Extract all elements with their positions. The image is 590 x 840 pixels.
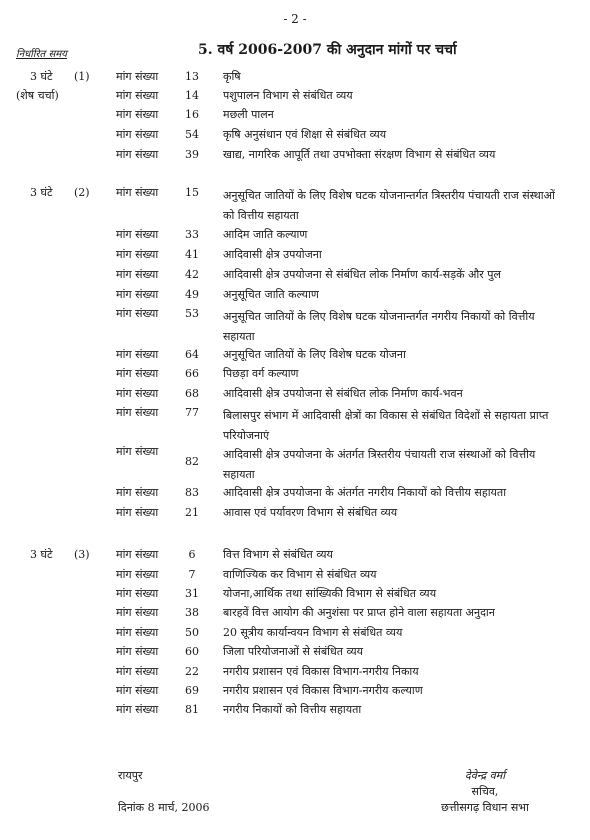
demand-description: अनुसूचित जातियों के लिए विशेष घटक योजनान्तर्गत नगरीय निकायों को वित्तीय सहायता bbox=[223, 310, 535, 343]
demand-number: 41 bbox=[185, 248, 199, 261]
demand-number: 50 bbox=[185, 626, 199, 639]
demand-number: 81 bbox=[185, 703, 199, 716]
demand-number: 22 bbox=[185, 665, 199, 678]
demand-description: अनुसूचित जातियों के लिए विशेष घटक योजना bbox=[223, 348, 406, 361]
demand-label: मांग संख्या bbox=[116, 70, 159, 83]
demand-number: 13 bbox=[185, 70, 199, 83]
demand-number: 64 bbox=[185, 348, 199, 361]
demand-number: 69 bbox=[185, 684, 199, 697]
demand-label: मांग संख्या bbox=[116, 486, 159, 499]
demand-label: मांग संख्या bbox=[116, 307, 159, 320]
demand-description: वित्त विभाग से संबंधित व्यय bbox=[223, 548, 333, 561]
demand-description: आदिवासी क्षेत्र उपयोजना से संबंधित लोक निर्माण कार्य-भवन bbox=[223, 387, 463, 400]
demand-number: 66 bbox=[185, 367, 199, 380]
demand-label: मांग संख्या bbox=[116, 148, 159, 161]
demand-description: नगरीय प्रशासन एवं विकास विभाग-नगरीय कल्याण bbox=[223, 684, 423, 697]
demand-label: मांग संख्या bbox=[116, 89, 159, 102]
demand-description: वाणिज्यिक कर विभाग से संबंधित व्यय bbox=[223, 568, 377, 581]
demand-label: मांग संख्या bbox=[116, 268, 159, 281]
demand-description: पशुपालन विभाग से संबंधित व्यय bbox=[223, 89, 353, 102]
demand-number: 38 bbox=[185, 606, 199, 619]
demand-label: मांग संख्या bbox=[116, 665, 159, 678]
demand-number: 60 bbox=[185, 645, 199, 658]
time-heading: निर्धारित समय bbox=[16, 49, 67, 60]
demand-description: आदिवासी क्षेत्र उपयोजना bbox=[223, 248, 322, 261]
office-name: छत्तीसगढ़ विधान सभा bbox=[441, 801, 529, 814]
group-number: (1) bbox=[74, 70, 90, 83]
demand-label: मांग संख्या bbox=[116, 587, 159, 600]
group-time: 3 घंटे bbox=[30, 186, 53, 199]
demand-label: मांग संख्या bbox=[116, 288, 159, 301]
footer-place: रायपुर bbox=[118, 769, 143, 782]
demand-label: मांग संख्या bbox=[116, 248, 159, 261]
demand-description: बारहवें वित्त आयोग की अनुशंसा पर प्राप्त होने वाला सहायता अनुदान bbox=[223, 606, 495, 619]
demand-number: 42 bbox=[185, 268, 199, 281]
demand-description: कृषि bbox=[223, 70, 241, 83]
demand-label: मांग संख्या bbox=[116, 228, 159, 241]
demand-description: 20 सूत्रीय कार्यान्वयन विभाग से संबंधित व्यय bbox=[223, 626, 403, 639]
demand-label: मांग संख्या bbox=[116, 684, 159, 697]
group-number: (3) bbox=[74, 548, 90, 561]
demand-label: मांग संख्या bbox=[116, 186, 159, 199]
demand-label: मांग संख्या bbox=[116, 367, 159, 380]
demand-description: मछली पालन bbox=[223, 108, 274, 121]
demand-description: आदिवासी क्षेत्र उपयोजना से संबंधित लोक निर्माण कार्य-सड़कें और पुल bbox=[223, 268, 501, 281]
demand-description: नगरीय प्रशासन एवं विकास विभाग-नगरीय निकाय bbox=[223, 665, 419, 678]
demand-label: मांग संख्या bbox=[116, 108, 159, 121]
demand-description: आदिवासी क्षेत्र उपयोजना के अंतर्गत त्रिस्तरीय पंचायती राज संस्थाओं को वित्तीय सहायता bbox=[223, 448, 536, 481]
demand-description: नगरीय निकायों को वित्तीय सहायता bbox=[223, 703, 362, 716]
group-remark: (शेष चर्चा) bbox=[16, 89, 59, 102]
demand-number: 68 bbox=[185, 387, 199, 400]
demand-number: 82 bbox=[185, 455, 199, 468]
demand-label: मांग संख्या bbox=[116, 626, 159, 639]
demand-number: 53 bbox=[185, 307, 199, 320]
demand-description: कृषि अनुसंधान एवं शिक्षा से संबंधित व्यय bbox=[223, 128, 387, 141]
group-time: 3 घंटे bbox=[30, 548, 53, 561]
demand-description: पिछड़ा वर्ग कल्याण bbox=[223, 367, 299, 380]
demand-label: मांग संख्या bbox=[116, 445, 159, 458]
demand-label: मांग संख्या bbox=[116, 128, 159, 141]
demand-label: मांग संख्या bbox=[116, 548, 159, 561]
demand-description: बिलासपुर संभाग में आदिवासी क्षेत्रों का विकास से संबंधित विदेशों से सहायता प्राप्त परियोजनाएं bbox=[223, 409, 549, 442]
demand-number: 7 bbox=[188, 568, 196, 581]
signature: देवेन्द्र वर्मा bbox=[464, 769, 506, 782]
demand-number: 39 bbox=[185, 148, 199, 161]
page-number: - 2 - bbox=[283, 12, 307, 26]
demand-description: अनुसूचित जाति कल्याण bbox=[223, 288, 319, 301]
demand-label: मांग संख्या bbox=[116, 387, 159, 400]
demand-number: 14 bbox=[185, 89, 199, 102]
demand-number: 77 bbox=[185, 406, 199, 419]
demand-number: 31 bbox=[185, 587, 199, 600]
demand-label: मांग संख्या bbox=[116, 568, 159, 581]
page-title: 5. वर्ष 2006-2007 की अनुदान मांगों पर चर्चा bbox=[198, 42, 457, 58]
demand-description: खाद्य, नागरिक आपूर्ति तथा उपभोक्ता संरक्षण विभाग से संबंधित व्यय bbox=[223, 148, 496, 161]
demand-description: जिला परियोजनाओं से संबंधित व्यय bbox=[223, 645, 364, 658]
demand-label: मांग संख्या bbox=[116, 506, 159, 519]
demand-label: मांग संख्या bbox=[116, 348, 159, 361]
demand-number: 15 bbox=[185, 186, 199, 199]
demand-description: आवास एवं पर्यावरण विभाग से संबंधित व्यय bbox=[223, 506, 398, 519]
group-number: (2) bbox=[74, 186, 90, 199]
demand-number: 16 bbox=[185, 108, 199, 121]
demand-number: 49 bbox=[185, 288, 199, 301]
demand-number: 33 bbox=[185, 228, 199, 241]
demand-label: मांग संख्या bbox=[116, 703, 159, 716]
demand-description: अनुसूचित जातियों के लिए विशेष घटक योजनान्तर्गत त्रिस्तरीय पंचायती राज संस्थाओं को वित्तीय सहायता bbox=[223, 189, 555, 222]
group-time: 3 घंटे bbox=[30, 70, 53, 83]
demand-label: मांग संख्या bbox=[116, 606, 159, 619]
demand-number: 6 bbox=[188, 548, 196, 561]
demand-number: 54 bbox=[185, 128, 199, 141]
demand-description: योजना,आर्थिक तथा सांख्यिकी विभाग से संबंधित व्यय bbox=[223, 587, 437, 600]
demand-number: 21 bbox=[185, 506, 199, 519]
demand-label: मांग संख्या bbox=[116, 645, 159, 658]
footer-date: दिनांक 8 मार्च, 2006 bbox=[118, 801, 210, 814]
designation: सचिव, bbox=[471, 785, 499, 798]
demand-label: मांग संख्या bbox=[116, 406, 159, 419]
demand-description: आदिम जाति कल्याण bbox=[223, 228, 308, 241]
demand-description: आदिवासी क्षेत्र उपयोजना के अंतर्गत नगरीय निकायों को वित्तीय सहायता bbox=[223, 486, 507, 499]
demand-number: 83 bbox=[185, 486, 199, 499]
